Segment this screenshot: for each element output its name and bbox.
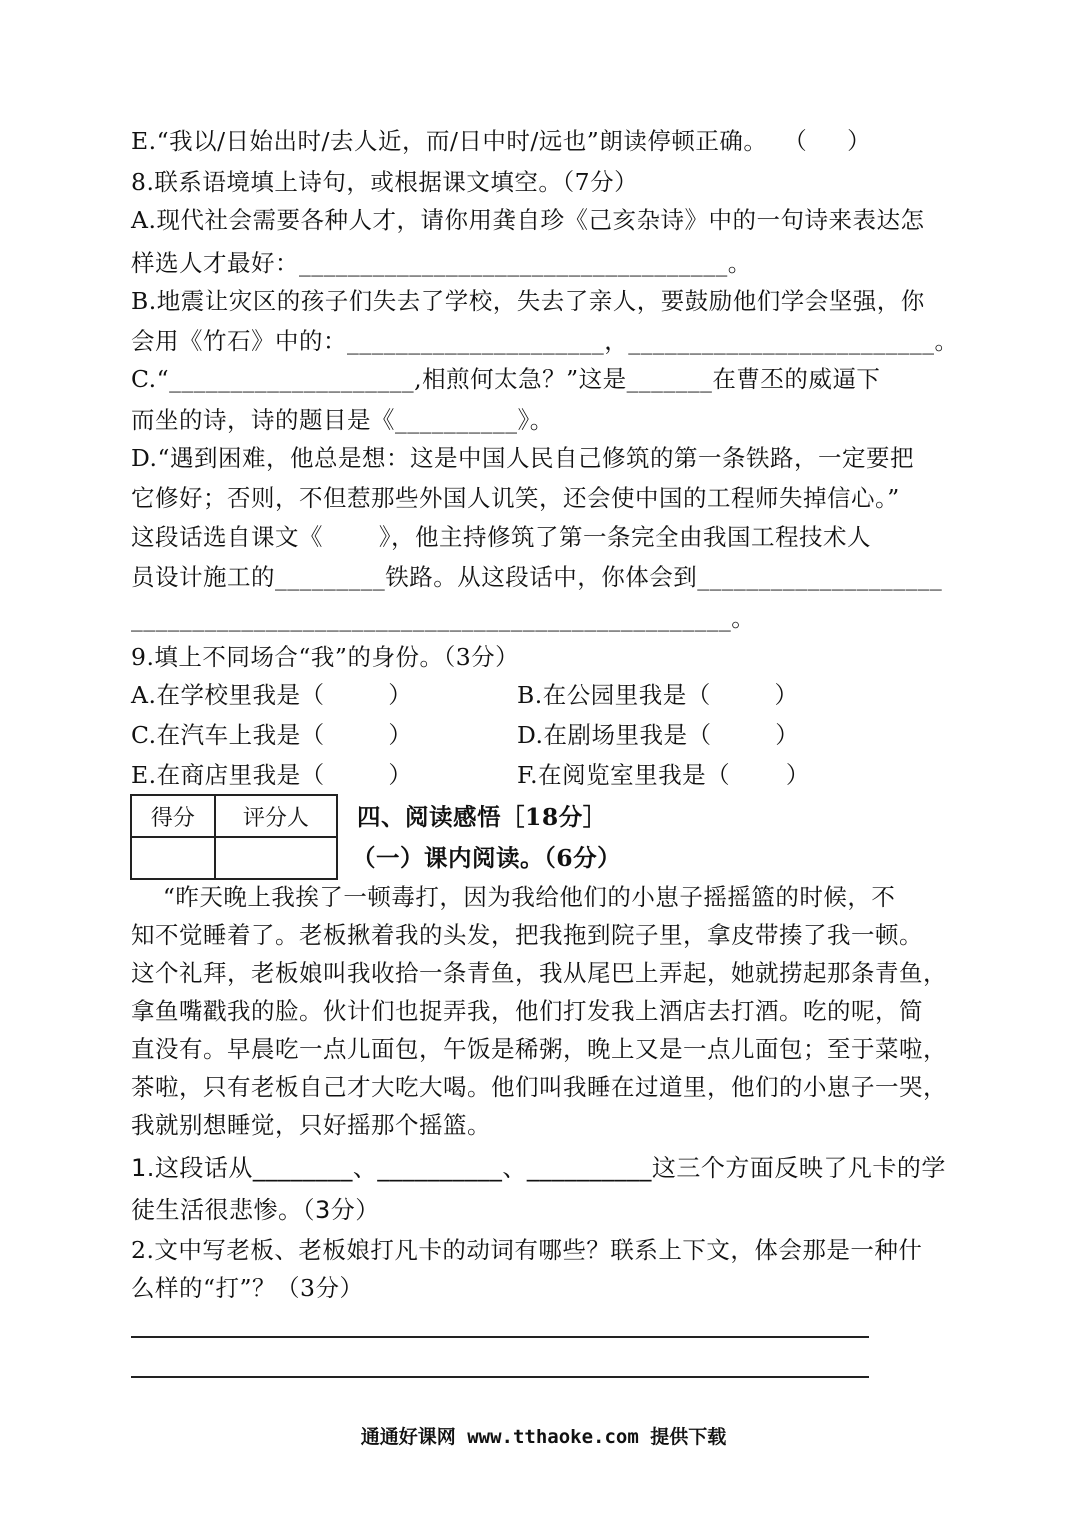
score-cell [131, 837, 215, 879]
passage-line-5: 直没有。早晨吃一点儿面包，午饭是稀粥，晚上又是一点儿面包；至于菜啦， [131, 1035, 947, 1063]
question-8d-line5: _________________________________________________。 [131, 604, 756, 632]
question-8-heading: 8.联系语境填上诗句，或根据课文填空。（7分） [131, 168, 639, 196]
passage-line-6: 茶啦，只有老板自己才大吃大喝。他们叫我睡在过道里，他们的小崽子一哭， [131, 1073, 947, 1101]
passage-line-4: 拿鱼嘴戳我的脸。伙计们也捉弄我，他们打发我上酒店去打酒。吃的呢，简 [131, 997, 923, 1025]
question-8a-line1: A.现代社会需要各种人才，请你用龚自珍《己亥杂诗》中的一句诗来表达怎 [131, 206, 925, 234]
identity-a: A.在学校里我是（ ） [131, 681, 413, 709]
question-8b-line1: B.地震让灾区的孩子们失去了学校，失去了亲人，要鼓励他们学会坚强，你 [131, 287, 925, 315]
section-title: 四、阅读感悟［18分］ [357, 803, 607, 831]
question-8c-line2: 而坐的诗，诗的题目是《__________》。 [131, 406, 554, 434]
question-8d-line2: 它修好；否则，不但惹那些外国人讥笑，还会使中国的工程师失掉信心。” [131, 484, 900, 512]
grader-header: 评分人 [215, 795, 337, 837]
passage-line-7: 我就别想睡觉，只好摇那个摇篮。 [131, 1111, 491, 1139]
identity-c: C.在汽车上我是（ ） [131, 721, 413, 749]
question-8a-line2: 样选人才最好：___________________________________。 [131, 249, 752, 277]
answer-line-2[interactable] [131, 1376, 869, 1378]
question-9-heading: 9.填上不同场合“我”的身份。（3分） [131, 643, 520, 671]
reading-question-1-line1: 1.这段话从________、__________、__________这三个方面反映了凡卡的学 [131, 1154, 946, 1182]
answer-line-1[interactable] [131, 1336, 869, 1338]
reading-question-2-line2: 么样的“打”？（3分） [131, 1274, 364, 1302]
identity-d: D.在剧场里我是（ ） [517, 721, 800, 749]
passage-line-3: 这个礼拜，老板娘叫我收拾一条青鱼，我从尾巴上弄起，她就捞起那条青鱼， [131, 959, 947, 987]
identity-f: F.在阅览室里我是（ ） [517, 761, 810, 789]
question-8d-line1: D.“遇到困难，他总是想：这是中国人民自己修筑的第一条铁路，一定要把 [131, 444, 914, 472]
score-header: 得分 [131, 795, 215, 837]
score-table [130, 794, 338, 880]
question-7e: E.“我以/日始出时/去人近，而/日中时/远也”朗读停顿正确。 （ ） [131, 127, 872, 155]
passage-line-1: “昨天晚上我挨了一顿毒打，因为我给他们的小崽子摇摇篮的时候，不 [131, 883, 896, 911]
passage-line-2: 知不觉睡着了。老板揪着我的头发，把我拖到院子里，拿皮带揍了我一顿。 [131, 921, 923, 949]
question-8d-line3: 这段话选自课文《 》，他主持修筑了第一条完全由我国工程技术人 [131, 523, 872, 551]
section-subtitle: （一）课内阅读。（6分） [352, 844, 622, 872]
grader-cell [215, 837, 337, 879]
reading-question-2-line1: 2.文中写老板、老板娘打凡卡的动词有哪些？联系上下文，体会那是一种什 [131, 1236, 923, 1264]
question-8d-line4: 员设计施工的_________铁路。从这段话中，你体会到____________________ [131, 563, 943, 591]
footer: 通通好课网 www.tthaoke.com 提供下载 [360, 1426, 727, 1448]
identity-b: B.在公园里我是（ ） [517, 681, 799, 709]
question-8b-line2: 会用《竹石》中的：_____________________，_________________________。 [131, 327, 959, 355]
identity-e: E.在商店里我是（ ） [131, 761, 413, 789]
reading-question-1-line2: 徒生活很悲惨。（3分） [131, 1196, 380, 1224]
question-8c-line1: C.“____________________,相煎何太急？”这是_______在曹丕的威逼下 [131, 365, 881, 393]
